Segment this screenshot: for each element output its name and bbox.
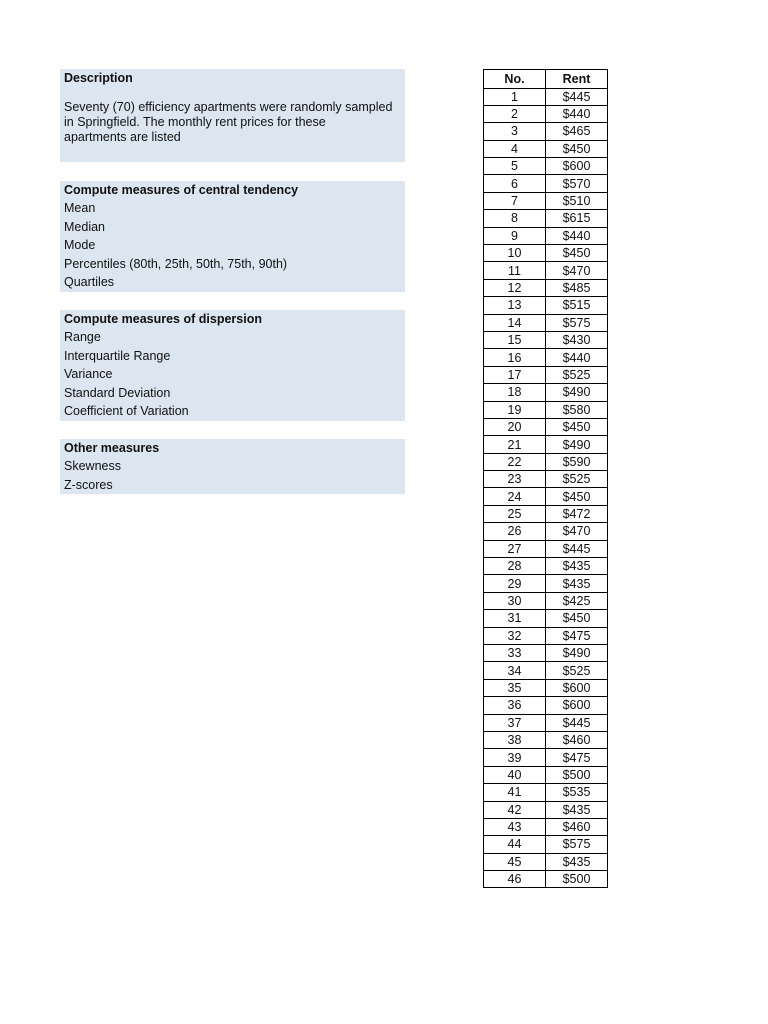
cell-no: 17 xyxy=(484,366,546,383)
cell-rent: $440 xyxy=(546,105,608,122)
cell-rent: $490 xyxy=(546,645,608,662)
cell-no: 28 xyxy=(484,558,546,575)
cell-no: 30 xyxy=(484,592,546,609)
table-row xyxy=(484,540,608,557)
cell-no: 41 xyxy=(484,784,546,801)
cell-rent: $525 xyxy=(546,662,608,679)
cell-no: 3 xyxy=(484,123,546,140)
table-row xyxy=(484,749,608,766)
cell-rent: $445 xyxy=(546,88,608,105)
cell-no: 37 xyxy=(484,714,546,731)
cell-rent: $615 xyxy=(546,210,608,227)
table-row xyxy=(484,401,608,418)
table-row xyxy=(484,592,608,609)
table-row xyxy=(484,314,608,331)
cell-no: 14 xyxy=(484,314,546,331)
table-row xyxy=(484,714,608,731)
cell-rent: $510 xyxy=(546,192,608,209)
cell-no: 44 xyxy=(484,836,546,853)
cell-no: 29 xyxy=(484,575,546,592)
table-row xyxy=(484,871,608,888)
cell-rent: $515 xyxy=(546,297,608,314)
cell-no: 1 xyxy=(484,88,546,105)
rent-table xyxy=(483,69,608,888)
cell-rent: $450 xyxy=(546,610,608,627)
cell-no: 35 xyxy=(484,679,546,696)
cell-rent: $500 xyxy=(546,871,608,888)
cell-rent: $450 xyxy=(546,140,608,157)
cell-rent: $600 xyxy=(546,158,608,175)
table-row xyxy=(484,88,608,105)
dispersion-item: Coefficient of Variation xyxy=(64,404,189,418)
cell-no: 46 xyxy=(484,871,546,888)
description-text: Seventy (70) efficiency apartments were randomly sampled in Springfield. The monthly rent prices for these apartments are listed xyxy=(64,100,393,144)
table-row xyxy=(484,331,608,348)
table-row xyxy=(484,662,608,679)
dispersion-item: Variance xyxy=(64,367,113,381)
cell-no: 19 xyxy=(484,401,546,418)
cell-no: 11 xyxy=(484,262,546,279)
table-row xyxy=(484,731,608,748)
table-row xyxy=(484,488,608,505)
table-row xyxy=(484,679,608,696)
cell-rent: $440 xyxy=(546,349,608,366)
table-row xyxy=(484,523,608,540)
table-row xyxy=(484,210,608,227)
table-row xyxy=(484,123,608,140)
cell-no: 8 xyxy=(484,210,546,227)
table-row xyxy=(484,836,608,853)
dispersion-item: Range xyxy=(64,330,101,344)
table-row xyxy=(484,297,608,314)
cell-rent: $435 xyxy=(546,853,608,870)
table-row xyxy=(484,384,608,401)
table-row xyxy=(484,558,608,575)
other-measures-panel xyxy=(60,439,405,494)
table-row xyxy=(484,610,608,627)
cell-rent: $460 xyxy=(546,731,608,748)
cell-rent: $525 xyxy=(546,471,608,488)
table-row xyxy=(484,627,608,644)
cell-rent: $525 xyxy=(546,366,608,383)
cell-rent: $465 xyxy=(546,123,608,140)
table-row xyxy=(484,175,608,192)
table-row xyxy=(484,505,608,522)
cell-no: 16 xyxy=(484,349,546,366)
table-row xyxy=(484,853,608,870)
cell-no: 26 xyxy=(484,523,546,540)
table-row xyxy=(484,697,608,714)
dispersion-heading: Compute measures of dispersion xyxy=(64,312,262,326)
table-row xyxy=(484,418,608,435)
cell-rent: $450 xyxy=(546,488,608,505)
cell-no: 31 xyxy=(484,610,546,627)
dispersion-panel xyxy=(60,310,405,421)
cell-rent: $425 xyxy=(546,592,608,609)
cell-rent: $435 xyxy=(546,575,608,592)
cell-rent: $580 xyxy=(546,401,608,418)
central-tendency-item: Median xyxy=(64,219,105,234)
cell-no: 45 xyxy=(484,853,546,870)
cell-no: 23 xyxy=(484,471,546,488)
cell-rent: $450 xyxy=(546,245,608,262)
cell-rent: $435 xyxy=(546,558,608,575)
cell-rent: $445 xyxy=(546,714,608,731)
cell-no: 32 xyxy=(484,627,546,644)
cell-no: 38 xyxy=(484,731,546,748)
table-row xyxy=(484,436,608,453)
cell-rent: $575 xyxy=(546,836,608,853)
table-row xyxy=(484,366,608,383)
table-row xyxy=(484,801,608,818)
table-body xyxy=(484,88,608,888)
table-row xyxy=(484,766,608,783)
description-panel xyxy=(60,69,405,162)
central-tendency-item: Mode xyxy=(64,238,96,252)
cell-rent: $460 xyxy=(546,818,608,835)
cell-no: 42 xyxy=(484,801,546,818)
cell-rent: $570 xyxy=(546,175,608,192)
cell-no: 10 xyxy=(484,245,546,262)
cell-no: 7 xyxy=(484,192,546,209)
cell-no: 15 xyxy=(484,331,546,348)
table-row xyxy=(484,105,608,122)
cell-rent: $475 xyxy=(546,749,608,766)
table-row xyxy=(484,192,608,209)
cell-rent: $575 xyxy=(546,314,608,331)
cell-rent: $450 xyxy=(546,418,608,435)
cell-no: 12 xyxy=(484,279,546,296)
cell-rent: $490 xyxy=(546,436,608,453)
table-row xyxy=(484,140,608,157)
table-row xyxy=(484,279,608,296)
cell-no: 34 xyxy=(484,662,546,679)
cell-rent: $500 xyxy=(546,766,608,783)
table-row xyxy=(484,645,608,662)
dispersion-item: Interquartile Range xyxy=(64,348,171,363)
dispersion-item: Standard Deviation xyxy=(64,385,171,400)
table-row xyxy=(484,575,608,592)
cell-no: 27 xyxy=(484,540,546,557)
central-tendency-item: Percentiles (80th, 25th, 50th, 75th, 90th) xyxy=(64,256,288,271)
cell-rent: $440 xyxy=(546,227,608,244)
cell-no: 9 xyxy=(484,227,546,244)
table-row xyxy=(484,471,608,488)
cell-rent: $600 xyxy=(546,697,608,714)
column-header-no: No. xyxy=(484,70,546,89)
central-tendency-item: Quartiles xyxy=(64,275,115,289)
table-row xyxy=(484,453,608,470)
cell-rent: $485 xyxy=(546,279,608,296)
cell-no: 22 xyxy=(484,453,546,470)
cell-no: 40 xyxy=(484,766,546,783)
other-measures-heading: Other measures xyxy=(64,441,160,455)
cell-rent: $472 xyxy=(546,505,608,522)
table-row xyxy=(484,818,608,835)
table-row xyxy=(484,349,608,366)
cell-rent: $430 xyxy=(546,331,608,348)
cell-rent: $470 xyxy=(546,523,608,540)
other-measures-item: Skewness xyxy=(64,459,121,473)
cell-no: 25 xyxy=(484,505,546,522)
cell-no: 20 xyxy=(484,418,546,435)
cell-rent: $600 xyxy=(546,679,608,696)
cell-rent: $435 xyxy=(546,801,608,818)
cell-no: 21 xyxy=(484,436,546,453)
cell-rent: $475 xyxy=(546,627,608,644)
cell-no: 13 xyxy=(484,297,546,314)
description-heading: Description xyxy=(64,71,133,85)
table-row xyxy=(484,245,608,262)
column-header-rent: Rent xyxy=(546,70,608,89)
cell-no: 2 xyxy=(484,105,546,122)
other-measures-item: Z-scores xyxy=(64,477,113,492)
cell-rent: $445 xyxy=(546,540,608,557)
cell-no: 18 xyxy=(484,384,546,401)
cell-no: 6 xyxy=(484,175,546,192)
cell-no: 24 xyxy=(484,488,546,505)
central-tendency-heading: Compute measures of central tendency xyxy=(64,183,299,197)
central-tendency-item: Mean xyxy=(64,201,96,215)
cell-no: 33 xyxy=(484,645,546,662)
cell-rent: $535 xyxy=(546,784,608,801)
cell-rent: $590 xyxy=(546,453,608,470)
cell-rent: $470 xyxy=(546,262,608,279)
table-row xyxy=(484,784,608,801)
central-tendency-panel xyxy=(60,181,405,292)
cell-no: 39 xyxy=(484,749,546,766)
table-row xyxy=(484,227,608,244)
cell-no: 5 xyxy=(484,158,546,175)
table-row xyxy=(484,262,608,279)
cell-no: 43 xyxy=(484,818,546,835)
cell-no: 36 xyxy=(484,697,546,714)
cell-no: 4 xyxy=(484,140,546,157)
table-header-row xyxy=(484,70,608,89)
table-row xyxy=(484,158,608,175)
cell-rent: $490 xyxy=(546,384,608,401)
